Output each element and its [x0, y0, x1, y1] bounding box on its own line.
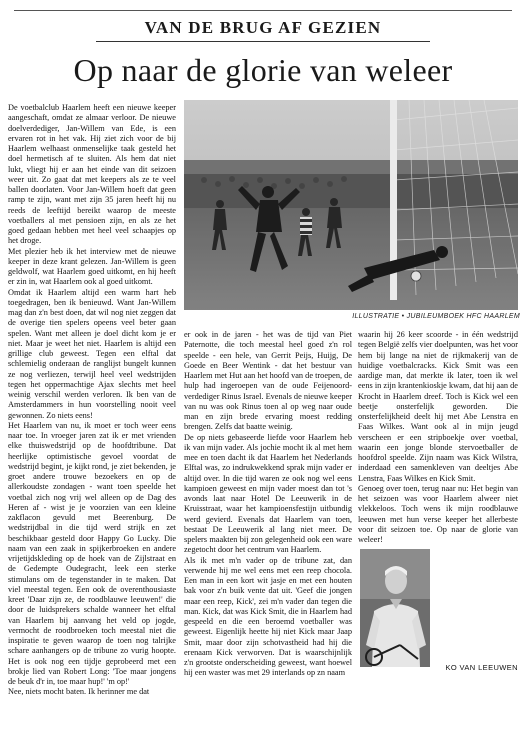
- paragraph: Omdat ik Haarlem altijd een warm hart heb toegedragen, ben ik benieuwd. Want Jan-Willem mag dan z'n best doen, dat wil nog niet zeggen dat de overige tien spelers opeens veel beter gaan spelen. Want met alleen je doel dicht kom je er niet. Maar je weet het niet. Haarlem is altijd een grillige club geweest. Tegen een elftal dat schlemielig onderaan de ranglijst bungelt kunnen ze nog verliezen, terwijl heel veel wedstrijden tegen het oppermachtige Ajax slechts met heel weinig verschil werden verloren. Ik ben van de Amsterdammers in hun voorstelling nooit veel gewonnen. Zo niets eens!: [8, 287, 176, 420]
- paragraph: Het Haarlem van nu, ik moet er toch weer eens naar toe. In vroeger jaren zat ik er met vrienden elke thuiswedstrijd op de hoofdtribune. Dat heerlijke optimistische gevoel voordat de wedstrijd begint, je kijkt rond, je ziet bekenden, je groet andere trouwe bezoekers en op de allerkoudste zondagen - want toen speelde het voetbal zich nog vrij wel alleen op de Dag des Heren af - wist je je voorzien van een kleine zakflacon gevuld met Beerenburg. De wedstrijdbal in die tijd werd strijk en zet beschikbaar gesteld door Happy Go Lucky. Die naam van een zaak in spijkerbroeken en andere vrijetijdskleding op de hoek van de Zijlstraat en de Gedempte Oudegracht, leek een sterke stimulans om de tegenstander in te maken. Dat viel meestal tegen. Een ook de overenthousiaste kreet 'Daar zijn ze, de roodblauwe leeuwen!' die door de luidsprekers schalde wanneer het elftal van Haarlem bij aanvang het veld op jogde, vermocht de roodbroeken toch meestal niet die inspiratie te geven waarop de toen nog talrijke schare aanhangers op de tribune zo vurig hoopte. Het is ook nog een tijdje geprobeerd met een brokje lied van Robert Long: 'Toe maar jongens de beuk d'r in, toe maar hup!' 'm op!': [8, 420, 176, 686]
- author-portrait: [360, 549, 430, 667]
- article-column-2: [184, 330, 352, 743]
- article-photo: [184, 100, 518, 310]
- paragraph: er ook in de jaren - het was de tijd van Piet Paternotte, die toch meestal heel goed z'n rol speelde - een hele, van Gerrit Peijs, Huijg, De Goede en Beer Wentink - dat het bestuur van Haarlem met Hut aan het hoofd van de troepen, de hulp had ingeroepen van de oude Feijenoord-verdediger Rinus Israel. Evenals de nieuwe keeper van nu was ook Rinus toen al op weg naar oude man en zijn brede ervaring moest redding brengen. Zelfs dat baatte weinig.: [184, 330, 352, 432]
- article-headline: Op naar de glorie van weleer: [73, 52, 453, 88]
- football-match-photo: [184, 100, 518, 310]
- top-rule: [14, 10, 512, 11]
- author-photo: [360, 549, 430, 667]
- paragraph: De voetbalclub Haarlem heeft een nieuwe keeper aangeschaft, omdat ze almaar verloor. De nieuwe doelverdediger, Jan-Willem van Ede, is een ervaren rot in het vak. Hij ziet zich voor de bij Haarlem welhaast onmenselijke taak gesteld het doel hermetisch af te sluiten. Als hem dat niet lukt, vliegt hij er aan het einde van dit seizoen weer uit. Zo gaat dat met keepers als ze te veel ballen doorlaten. Voor Jan-Willem hoeft dat geen ramp te zijn, want met zijn 35 jaren heeft hij nu reeds de leeftijd bereikt waarop de meeste voetballers al met pensioen zijn, en als ze het goed gedaan hebben met heel veel schaapjes op het droge.: [8, 103, 176, 246]
- paragraph: waarin hij 26 keer scoorde - in één wedstrijd tegen België zelfs vier doelpunten, was het voor hem bij lange na niet de rijkmakerij van de huidige voetbalcracks. Kick Smit was een aardige man, dat merkte ik later, toen ik wel eens in zijn krantenkioskje kwam, dat hij aan de Krocht in Haarlem dreef. Toch is Kick wel een beetje onsterfelijk geworden. Die onsterfelijkheid deelt hij met Abe Lenstra en Faas Wilkes. Want ook al in mijn jeugd verscheen er een stripboekje over voetbal, waarin een jonge blonde stervoetballer de hoofdrol speelde. Zijn naam was Kick Wilstra, inderdaad een samenkleven van deeltjes Abe Lenstra, Faas Wilkes en Kick Smit.: [358, 330, 518, 483]
- paragraph: Genoeg over toen, terug naar nu: Het begin van het seizoen was voor Haarlem alweer niet vlekkeloos. Toch wens ik mijn roodblauwe leeuwen met hun verse keeper het allerbeste voor dit seizoen toe. Op naar de glorie van weleer!: [358, 483, 518, 544]
- section-kicker: VAN DE BRUG AF GEZIEN: [144, 18, 382, 37]
- article-column-3: [358, 330, 518, 545]
- article-column-1: [8, 103, 176, 743]
- kicker-rule: [96, 41, 430, 42]
- author-byline: KO VAN LEEUWEN: [445, 663, 518, 672]
- paragraph: De op niets gebaseerde liefde voor Haarlem heb ik van mijn vader. Als jochie mocht ik al met hem mee en toen dacht ik dat Haarlem het Nederlands Elftal was, zo indrukwekkend sprak mijn vader er altijd over. In die tijd waren ze ook nog wel eens kampioen geweest en mijn vader moest dan tot 's avonds laat naar Hotel De Leeuwerik in de Kruisstraat, waar het kampioensfestijn uitbundig werd gevierd. Evenals dat Haarlem van toen, bestaat De Leeuwerik al lang niet meer. De spelers maakten bij zon gelegenheid ook een ware zegetocht door het centrum van Haarlem.: [184, 432, 352, 555]
- paragraph: Als ik met m'n vader op de tribune zat, dan verwende hij me wel eens met een reep chocola. Een man in een kort wit jasje en met een houten bak voor z'n buik vente dat uit. 'Geef die jongen maar een reep, Kick', zei m'n vader dan tegen die man. Kick, dat was Kick Smit, die in Haarlem had gespeeld en die een beroemd voetballer was geweest. Eigenlijk heette hij niet Kick maar Jaap Smit, maar door zijn schotvastheid had hij die erenaam Kick verworven. Dat is waarschijnlijk z'n grootste onderscheiding geweest, want hoewel hij een waster was met 29 interlands op zn naam: [184, 555, 352, 678]
- paragraph: Nee, niets mocht baten. Ik herinner me dat: [8, 687, 150, 697]
- paragraph: Met plezier heb ik het interview met de nieuwe keeper in deze krant gelezen. Jan-Willem is geen geldwolf, wat Haarlem goed uitkomt, en hij heeft er zin in, wat Haarlem ook al goed uitkomt.: [8, 246, 176, 287]
- photo-caption: ILLUSTRATIE • JUBILEUMBOEK HFC HAARLEM: [352, 313, 520, 320]
